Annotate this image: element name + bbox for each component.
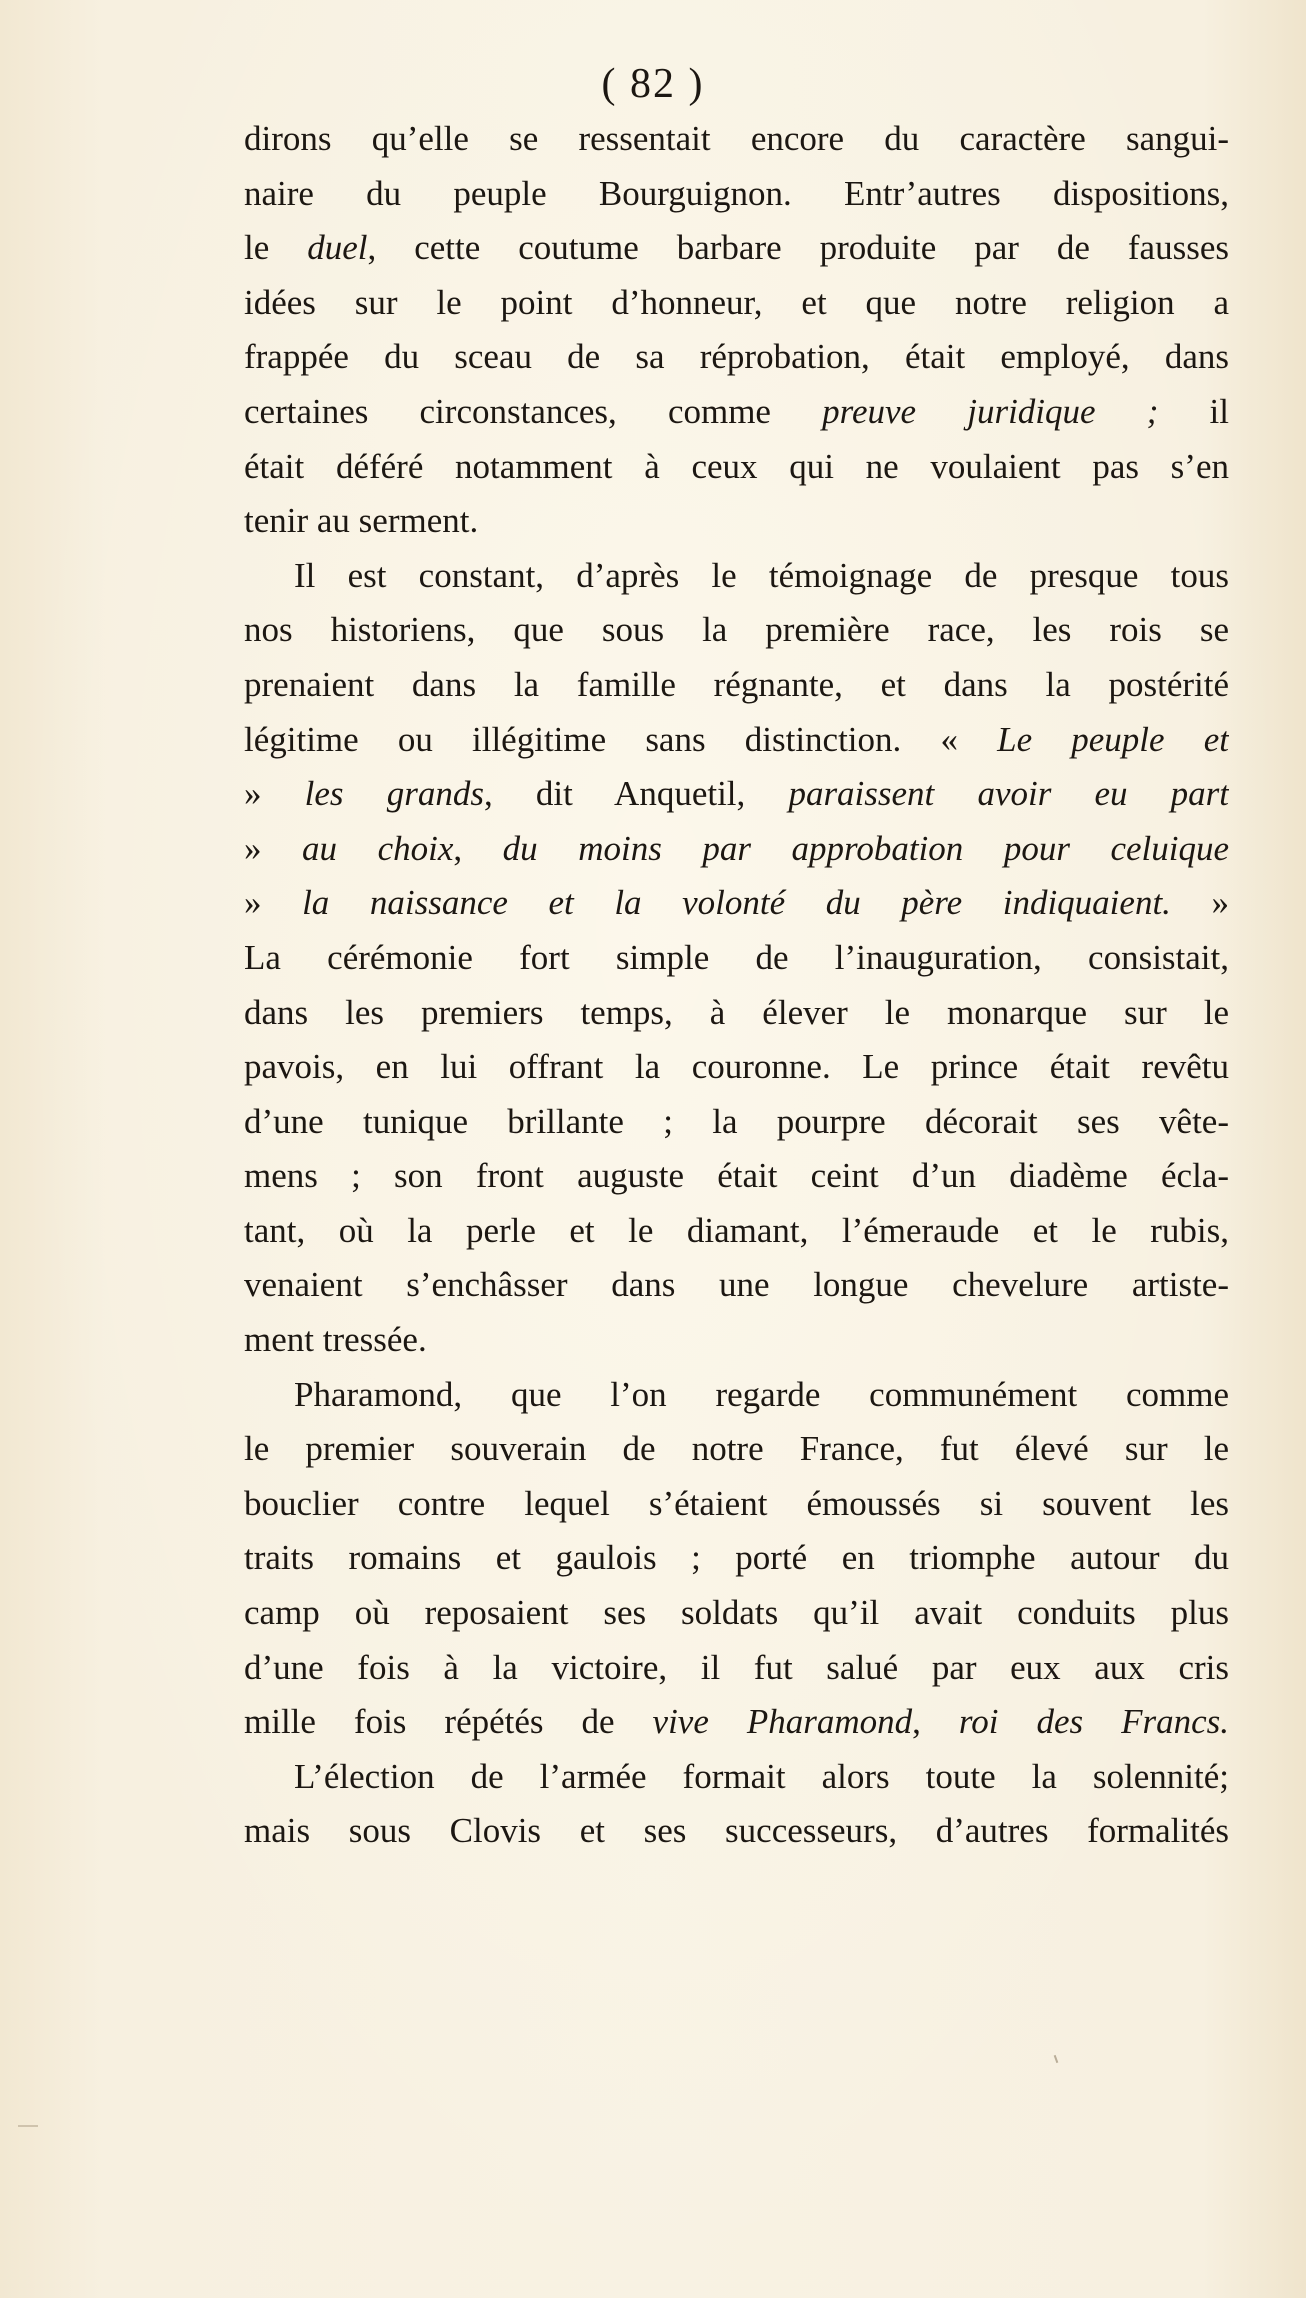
text-segment: bouclier contre lequel s’étaient émoussés si souvent les — [244, 1483, 1229, 1523]
text-segment: le premier souverain de notre France, fut élevé sur le — [244, 1429, 1229, 1469]
text-line — [244, 1641, 1229, 1696]
text-line — [244, 112, 1229, 167]
text-line — [244, 1586, 1229, 1641]
text-line — [244, 1750, 1229, 1805]
italic-text-segment: du moins par approbation pour celuique — [502, 828, 1229, 868]
text-line — [244, 385, 1229, 440]
text-line — [244, 1149, 1229, 1204]
text-segment: nos historiens, que sous la première race, les rois se — [244, 610, 1229, 650]
text-line — [244, 1477, 1229, 1532]
text-line — [244, 986, 1229, 1041]
italic-text-segment: roi des Francs. — [958, 1702, 1229, 1742]
text-segment: » — [244, 883, 303, 923]
text-line — [244, 1040, 1229, 1095]
text-line — [244, 767, 1229, 822]
text-segment: La cérémonie fort simple de l’inauguration, consistait, — [244, 937, 1229, 977]
text-segment: frappée du sceau de sa réprobation, était employé, dans — [244, 337, 1229, 377]
italic-text-segment: Le peuple et — [997, 719, 1229, 759]
text-line — [244, 330, 1229, 385]
text-line — [244, 658, 1229, 713]
text-line — [244, 1258, 1229, 1313]
italic-text-segment: preuve juridique ; — [822, 391, 1159, 431]
text-segment: certaines circonstances, comme — [244, 391, 823, 431]
text-segment: prenaient dans la famille régnante, et dans la postérité — [244, 664, 1229, 704]
italic-text-segment: au choix — [302, 828, 454, 868]
text-segment: , dit Anquetil, — [483, 774, 789, 814]
text-segment: il — [1158, 391, 1229, 431]
text-line — [244, 1422, 1229, 1477]
text-segment: était déféré notamment à ceux qui ne voulaient pas s’en — [244, 446, 1229, 486]
text-line — [244, 494, 1229, 549]
text-line — [244, 167, 1229, 222]
text-segment: venaient s’enchâsser dans une longue chevelure artiste- — [244, 1265, 1229, 1305]
text-segment: mais sous Clovis et ses successeurs, d’autres formalités — [244, 1811, 1229, 1851]
text-line — [244, 931, 1229, 986]
text-segment: le — [244, 228, 308, 268]
text-line — [244, 1695, 1229, 1750]
text-segment: , — [453, 828, 503, 868]
text-line — [244, 876, 1229, 931]
text-segment: » — [244, 828, 303, 868]
text-line — [244, 822, 1229, 877]
italic-text-segment: les grands — [304, 774, 484, 814]
text-line — [244, 1804, 1229, 1859]
text-line — [244, 603, 1229, 658]
text-segment: d’une fois à la victoire, il fut salué par eux aux cris — [244, 1647, 1229, 1687]
text-segment: d’une tunique brillante ; la pourpre décorait ses vête- — [244, 1101, 1229, 1141]
text-segment: Pharamond, que l’on regarde communément comme — [294, 1374, 1229, 1414]
italic-text-segment: la naissance et la volonté du père indiquaient. — [302, 883, 1171, 923]
text-line — [244, 1095, 1229, 1150]
text-segment: dirons qu’elle se ressentait encore du caractère sangui- — [244, 119, 1229, 158]
text-segment: idées sur le point d’honneur, et que notre religion a — [244, 282, 1229, 322]
text-line — [244, 549, 1229, 604]
text-line — [244, 1531, 1229, 1586]
text-segment: camp où reposaient ses soldats qu’il avait conduits plus — [244, 1593, 1229, 1633]
text-segment: Il est constant, d’après le témoignage de presque tous — [294, 555, 1229, 595]
text-line — [244, 1204, 1229, 1259]
text-segment: mille fois répétés de — [244, 1702, 653, 1742]
text-segment: traits romains et gaulois ; porté en triomphe autour du — [244, 1538, 1229, 1578]
body-text — [244, 112, 1229, 1859]
stray-mark — [1054, 2055, 1059, 2063]
page-number: ( 82 ) — [601, 61, 705, 107]
text-segment: dans les premiers temps, à élever le monarque sur le — [244, 992, 1229, 1032]
text-segment: » — [1170, 883, 1229, 923]
text-line — [244, 713, 1229, 768]
text-line — [244, 1368, 1229, 1423]
text-segment: tenir au serment. — [244, 501, 479, 541]
text-segment: ment tressée. — [244, 1320, 427, 1360]
text-segment: naire du peuple Bourguignon. Entr’autres dispositions, — [244, 173, 1229, 213]
text-segment: tant, où la perle et le diamant, l’émeraude et le rubis, — [244, 1210, 1229, 1250]
text-segment: mens ; son front auguste était ceint d’un diadème écla- — [244, 1156, 1229, 1196]
text-segment: » — [244, 774, 305, 814]
italic-text-segment: duel — [307, 228, 368, 268]
text-segment: L’élection de l’armée formait alors toute la solennité; — [294, 1756, 1229, 1796]
text-segment: , — [912, 1702, 959, 1742]
italic-text-segment: vive Pharamond — [652, 1702, 913, 1742]
text-line — [244, 221, 1229, 276]
text-line — [244, 1313, 1229, 1368]
text-segment: , cette coutume barbare produite par de fausses — [367, 228, 1229, 268]
italic-text-segment: paraissent avoir eu part — [788, 774, 1229, 814]
text-segment: légitime ou illégitime sans distinction. « — [244, 719, 998, 759]
text-line — [244, 276, 1229, 331]
margin-mark — [18, 2125, 38, 2127]
text-segment: pavois, en lui offrant la couronne. Le prince était revêtu — [244, 1047, 1229, 1087]
text-line — [244, 440, 1229, 495]
